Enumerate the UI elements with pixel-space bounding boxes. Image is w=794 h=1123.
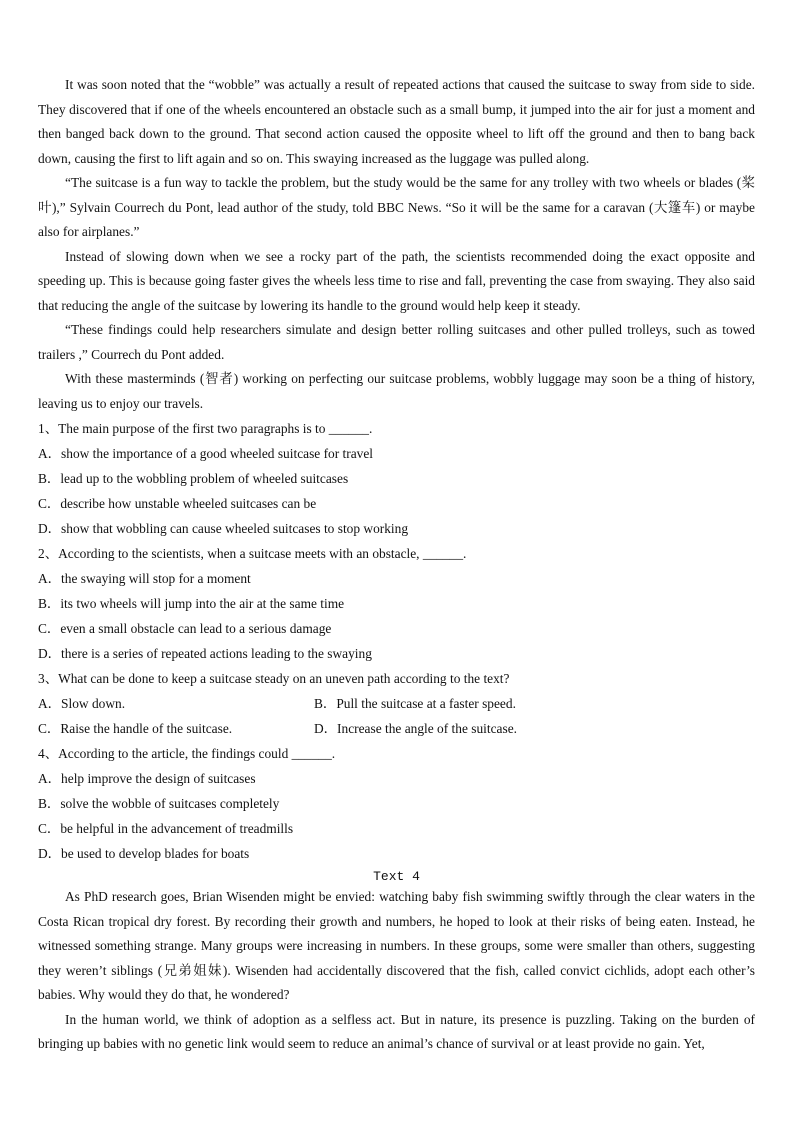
option-b: B．solve the wobble of suitcases completely xyxy=(38,796,280,811)
option-a: A．show the importance of a good wheeled suitcase for travel xyxy=(38,446,374,461)
question-2 xyxy=(38,541,755,666)
option-a: A．Slow down. xyxy=(38,696,126,711)
passage-paragraph: In the human world, we think of adoption as a selfless act. But in nature, its presence is puzzling. Taking on the burden of bringing up babies with no genetic link would seem to reduce an animal’s chance of survival or at least provide no gain. Yet, xyxy=(38,1011,755,1051)
question-1 xyxy=(38,416,755,541)
passage-paragraph: Instead of slowing down when we see a rocky part of the path, the scientists recommended doing the exact opposite and speeding up. This is because going faster gives the wheels less time to rise and fall, preventing the case from swaying. They also said that reducing the angle of the suitcase by lowering its handle to the ground would help keep it steady. xyxy=(38,248,755,313)
option-d: D．there is a series of repeated actions leading to the swaying xyxy=(38,646,372,661)
option-b: B．its two wheels will jump into the air at the same time xyxy=(38,596,345,611)
option-b: B．lead up to the wobbling problem of wheeled suitcases xyxy=(38,471,349,486)
question-4 xyxy=(38,741,755,866)
passage-paragraph: “These findings could help researchers simulate and design better rolling suitcases and other pulled trolleys, such as towed trailers ,” Courrech du Pont added. xyxy=(38,322,755,362)
option-d: D．be used to develop blades for boats xyxy=(38,846,250,861)
option-a: A．the swaying will stop for a moment xyxy=(38,571,251,586)
question-stem: 1、The main purpose of the first two paragraphs is to ______. xyxy=(38,421,373,436)
question-stem: 2、According to the scientists, when a suitcase meets with an obstacle, ______. xyxy=(38,546,467,561)
option-c: C．be helpful in the advancement of treadmills xyxy=(38,821,294,836)
option-b: B．Pull the suitcase at a faster speed. xyxy=(314,696,516,711)
option-a: A．help improve the design of suitcases xyxy=(38,771,256,786)
passage-paragraph: With these masterminds (智者) working on perfecting our suitcase problems, wobbly luggage may soon be a thing of history, leaving us to enjoy our travels. xyxy=(38,371,755,411)
passage-paragraph: “The suitcase is a fun way to tackle the problem, but the study would be the same for any trolley with two wheels or blades (桨叶),” Sylvain Courrech du Pont, lead author of the study, told BBC News. “So it will be the same for a caravan (大篷车) or maybe also for airplanes.” xyxy=(38,175,755,239)
document-page xyxy=(38,73,755,1057)
question-stem: 3、What can be done to keep a suitcase steady on an uneven path according to the text? xyxy=(38,671,510,686)
option-c: C．even a small obstacle can lead to a serious damage xyxy=(38,621,332,636)
question-3 xyxy=(38,666,755,741)
option-d: D．show that wobbling can cause wheeled suitcases to stop working xyxy=(38,521,409,536)
passage-paragraph: As PhD research goes, Brian Wisenden might be envied: watching baby fish swimming swiftly through the clear waters in the Costa Rican tropical dry forest. By recording their growth and numbers, he hoped to look at their risks of being eaten. Instead, he witnessed something strange. Many groups were increasing in numbers. In these groups, some were smaller than others, suggesting they weren’t siblings (兄弟姐妹). Wisenden had accidentally discovered that the fish, called convict cichlids, adopt each other’s babies. Why would they do that, he wondered? xyxy=(38,889,755,1002)
option-c: C．Raise the handle of the suitcase. xyxy=(38,721,233,736)
option-c: C．describe how unstable wheeled suitcases can be xyxy=(38,496,317,511)
section-heading: Text 4 xyxy=(373,869,420,884)
question-stem: 4、According to the article, the findings could ______. xyxy=(38,746,336,761)
option-d: D．Increase the angle of the suitcase. xyxy=(314,721,518,736)
passage-paragraph: It was soon noted that the “wobble” was actually a result of repeated actions that caused the suitcase to sway from side to side. They discovered that if one of the wheels encountered an obstacle such as a small bump, it jumped into the air for just a moment and then banged back down to the ground. That second action caused the opposite wheel to lift off the ground and then to bang back down, causing the first to lift again and so on. This swaying increased as the luggage was pulled along. xyxy=(38,77,755,166)
